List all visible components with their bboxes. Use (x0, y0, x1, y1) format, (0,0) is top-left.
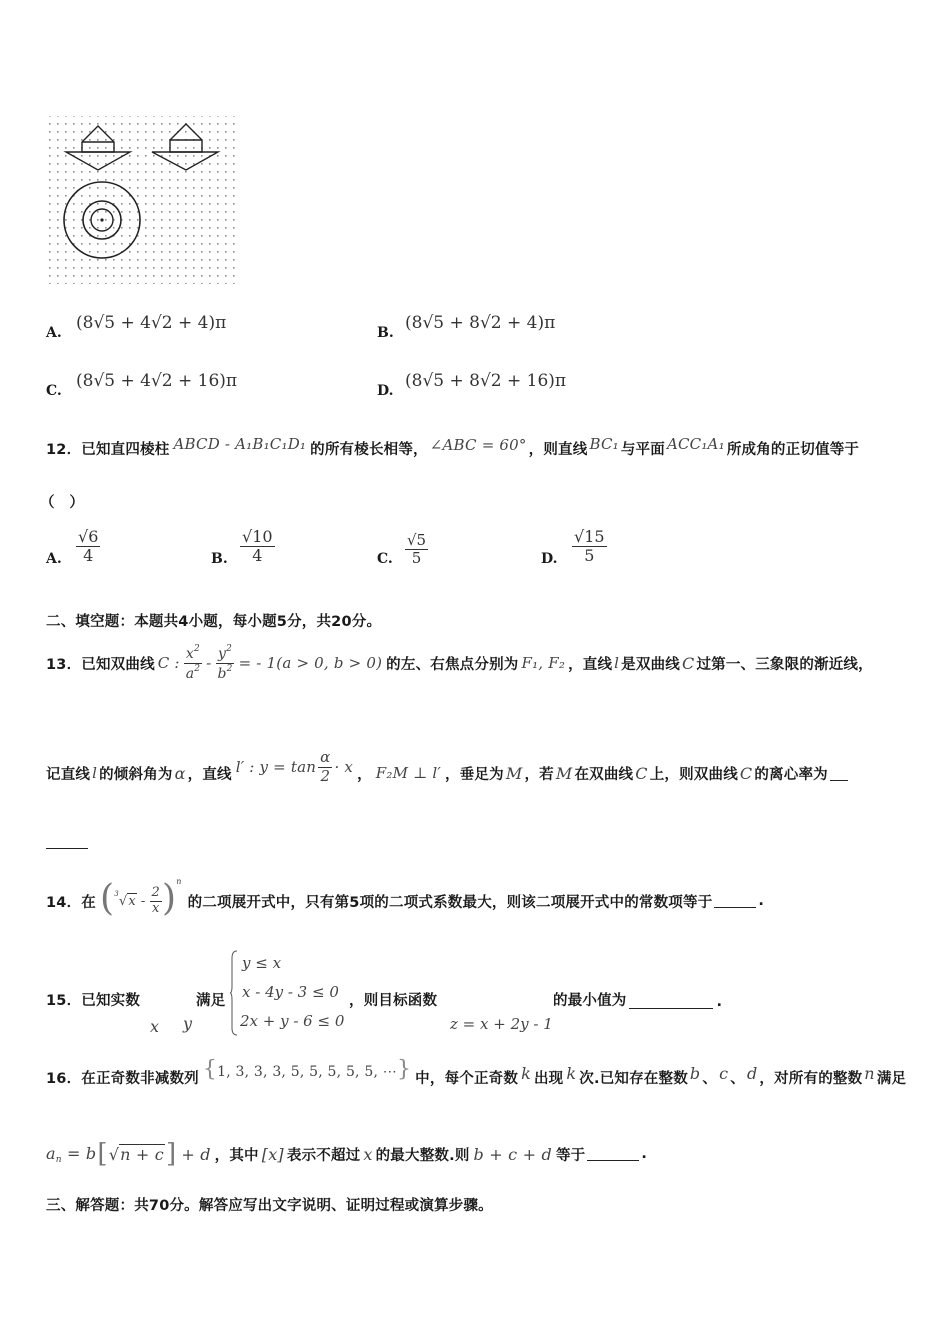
q13-math-c-3: C (635, 763, 648, 783)
q13-text-11: ，若 (524, 766, 554, 783)
q13-line-1 (46, 638, 873, 688)
q13-math-foci: F₁, F₂ (521, 654, 566, 672)
q13-text-3: ，直线 (568, 656, 613, 673)
q14-text-1: 14．在 (46, 894, 96, 911)
q15-end: . (716, 994, 723, 1010)
q15-math-x: x (150, 1017, 160, 1036)
q14-answer-blank[interactable] (714, 895, 756, 908)
q13-answer-blank-part2[interactable] (46, 836, 88, 849)
q13-line-2 (46, 748, 848, 798)
q14-binomial: ( 3 √ x - $\frac{2}{x}$ ) n (99, 876, 182, 919)
q13-line-lprime-eq: l′ : y = tan $\frac{\alpha}{2}$ · x (235, 748, 354, 785)
q12-option-b-num: √10 (242, 527, 273, 546)
q12-option-d-num: √15 (574, 527, 605, 546)
q16-text-10: 的最大整数.则 (375, 1147, 470, 1164)
q13-text-4: 是双曲线 (621, 656, 680, 673)
q16-text-1: 16．在正奇数非减数列 (46, 1070, 199, 1087)
q16-line-1 (46, 1054, 906, 1100)
q16-math-c: c (719, 1063, 729, 1083)
q16-sep-2: 、 (730, 1070, 745, 1087)
q16-text-6: ，对所有的整数 (759, 1070, 863, 1087)
q15-text-3: ，则目标函数 (349, 993, 438, 1009)
q12-option-c-label: C. (377, 551, 393, 567)
q13-math-c2: C (681, 653, 695, 673)
q15-constraint-3: 2x + y - 6 ≤ 0 (240, 1012, 345, 1030)
q12-option-b-den: 4 (252, 546, 263, 566)
q13-text-10: ，垂足为 (445, 766, 504, 783)
q16-math-k: k (521, 1063, 531, 1083)
q16-answer-blank[interactable] (587, 1148, 639, 1161)
q11-option-b-text: (8√5 + 8√2 + 4)π (405, 313, 556, 333)
q13-text-7: 的倾斜角为 (99, 766, 173, 783)
q12-option-d-label: D. (541, 551, 558, 567)
q13-hyperbola-eq: $\frac{x^2}{a^2}$ - $\frac{y^2}{b^2}$ = - 1(a > 0, b > 0) (185, 644, 383, 682)
q15-text-2: 满足 (196, 993, 226, 1009)
q15-text-4-label: 的最小值为 (553, 993, 627, 1009)
q12-option-d-den: 5 (584, 546, 595, 566)
q12-option-c-num: √5 (407, 531, 427, 549)
q12-math-angle: ∠ABC = 60° (429, 435, 527, 454)
q14-line (46, 870, 764, 932)
q15-objective: z = x + 2y - 1 (450, 1015, 553, 1033)
q13-text-13: 上，则双曲线 (649, 766, 738, 783)
q13-math-m-2: M (555, 763, 573, 783)
q13-math-alpha: α (174, 763, 186, 783)
q15-text-4 (553, 989, 722, 1010)
q15-constraint-2: x - 4y - 3 ≤ 0 (242, 983, 339, 1001)
q14-end: . (758, 893, 765, 909)
q15-text-1: 15．已知实数 (46, 993, 141, 1009)
q13-math-perp: F₂M ⊥ l′ (375, 764, 442, 782)
q16-text-2: 中，每个正奇数 (415, 1070, 519, 1087)
q16-math-floor: [x] (261, 1144, 284, 1164)
q12-option-a-den: 4 (83, 546, 94, 566)
q11-option-d-label: D. (377, 383, 394, 399)
q16-text-8: ，其中 (214, 1147, 259, 1164)
q11-option-c-text: (8√5 + 4√2 + 16)π (76, 371, 238, 391)
section-2-heading: 二、填空题：本题共4小题，每小题5分，共20分。 (46, 614, 382, 630)
q13-math-c-4: C (739, 763, 753, 783)
q12-option-b-frac (240, 528, 275, 566)
q13-math-l-2: l (92, 764, 98, 782)
q16-line-2 (46, 1134, 647, 1174)
q16-sequence-values: 1, 3, 3, 3, 5, 5, 5, 5, 5, ⋯ (217, 1063, 397, 1080)
q13-text-5: 过第一、三象限的渐近线， (696, 656, 873, 673)
section-3-heading: 三、解答题：共70分。解答应写出文字说明、证明过程或演算步骤。 (46, 1198, 493, 1214)
q13-text-8: ，直线 (187, 766, 232, 783)
q11-option-b-label: B. (377, 325, 394, 341)
q14-text-2: 的二项展开式中，只有第5项的二项式系数最大，则该二项展开式中的常数项等于 (187, 894, 713, 911)
q12-text-3: ，则直线 (528, 442, 588, 458)
q11-option-a-label: A. (46, 325, 62, 341)
q13-text-14: 的离心率为 (754, 766, 828, 783)
q16-text-11: 等于 (555, 1147, 586, 1164)
q12-math-line: BC₁ (589, 434, 619, 453)
q11-option-a-text: (8√5 + 4√2 + 4)π (76, 313, 227, 333)
q16-formula: $a_n = b$ [ √ n + c ] + d (46, 1139, 211, 1169)
q12-option-a-num: √6 (78, 527, 99, 546)
q12-option-b-label: B. (211, 551, 228, 567)
q16-math-d: d (746, 1063, 758, 1083)
q13-answer-blank-part1[interactable] (830, 766, 848, 781)
q13-text-12: 在双曲线 (574, 766, 634, 783)
q13-text-6: 记直线 (46, 766, 91, 783)
q12-text-1: 12．已知直四棱柱 (46, 442, 170, 458)
q16-math-k-2: k (566, 1063, 577, 1083)
three-view-figure (46, 112, 246, 290)
q13-math-c: C : (157, 654, 180, 672)
q12-text-5: 所成角的正切值等于 (726, 442, 860, 458)
q12-option-c-den: 5 (411, 549, 422, 568)
q12-math-prism: ABCD - A₁B₁C₁D₁ (173, 434, 307, 453)
q12-text-4: 与平面 (620, 442, 665, 458)
q13-math-l: l (614, 654, 620, 672)
q12-text-2: 的所有棱长相等， (310, 442, 428, 458)
q12-option-d-frac (572, 528, 607, 566)
q11-option-c-label: C. (46, 383, 62, 399)
q13-math-m: M (505, 763, 523, 783)
q13-text-2: 的左、右焦点分别为 (386, 656, 519, 673)
q12-option-a-label: A. (46, 551, 62, 567)
q16-math-b: b (689, 1063, 701, 1083)
q12-option-c-frac (405, 532, 428, 568)
q12-stem (46, 434, 860, 459)
q12-math-plane: ACC₁A₁ (666, 434, 725, 453)
q13-text-9: ， (357, 766, 372, 783)
q16-text-9: 表示不超过 (286, 1147, 361, 1164)
q15-math-y: y (183, 1014, 193, 1033)
q16-math-x: x (363, 1144, 373, 1164)
q11-option-d-text: (8√5 + 8√2 + 16)π (405, 371, 567, 391)
q16-text-7: 满足 (876, 1070, 907, 1087)
q12-paren: （ ） (40, 495, 85, 511)
q16-sep-1: 、 (702, 1070, 718, 1087)
q13-text-1: 13．已知双曲线 (46, 656, 155, 673)
q16-text-4: 次.已知存在整数 (579, 1070, 688, 1087)
q16-end: . (641, 1146, 648, 1162)
q15-constraint-brace (230, 950, 238, 1036)
q16-math-n: n (864, 1063, 875, 1083)
three-view-drawing-icon (46, 112, 246, 290)
q16-math-sum: b + c + d (473, 1144, 552, 1164)
q12-option-a-frac (76, 528, 100, 566)
q16-sequence: {1, 3, 3, 3, 5, 5, 5, 5, 5, ⋯} (202, 1056, 412, 1082)
q15-constraint-1: y ≤ x (242, 954, 282, 972)
q16-text-3: 出现 (533, 1070, 564, 1087)
q15-answer-blank[interactable] (629, 994, 713, 1009)
